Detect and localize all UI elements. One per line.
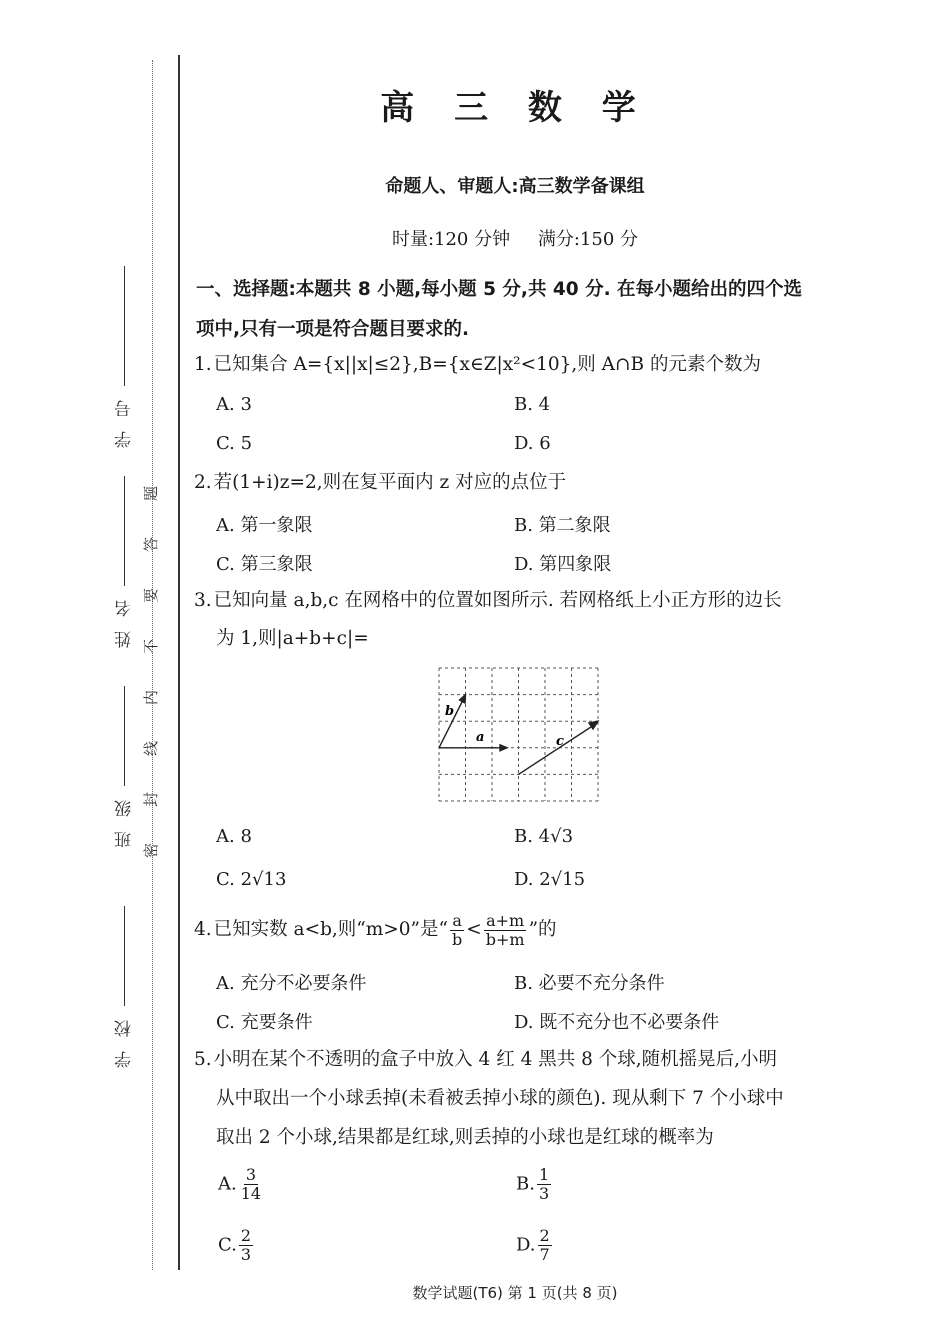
- q1-option-a[interactable]: A. 3: [216, 394, 252, 415]
- question-2: 2. 若(1+i)z=2,则在复平面内 z 对应的点位于: [194, 472, 567, 493]
- q3-option-a[interactable]: A. 8: [216, 826, 252, 847]
- vector-a-label: a: [476, 730, 485, 745]
- q5-option-b[interactable]: B. $\frac{1}{3}$: [516, 1165, 550, 1203]
- q4-option-b[interactable]: B. 必要不充分条件: [514, 973, 665, 994]
- vector-b-label: b: [445, 704, 455, 719]
- page-footer: 数学试题(T6) 第 1 页(共 8 页): [412, 1284, 618, 1302]
- exam-score: 满分:150 分: [537, 229, 639, 250]
- class-label: 班级: [114, 786, 135, 848]
- name-field[interactable]: [110, 470, 138, 648]
- q5-option-c[interactable]: C. $\frac{2}{3}$: [218, 1226, 252, 1264]
- grid-lines: [439, 668, 598, 801]
- q3-option-c[interactable]: C. 2√13: [216, 869, 287, 890]
- vector-c: [519, 725, 595, 774]
- q4-fraction-2: $\frac{a+m}{b+m}$: [485, 910, 525, 949]
- q3-option-b[interactable]: B. 4√3: [514, 826, 574, 847]
- question-4: 4. 已知实数 a<b,则“m>0”是“ $\frac{a}{b}$ < $\frac{a+m}{b+m}$ ”的: [194, 910, 557, 949]
- question-3: 3. 已知向量 a,b,c 在网格中的位置如图所示. 若网格纸上小正方形的边长: [194, 590, 782, 611]
- q2-option-b[interactable]: B. 第二象限: [514, 515, 611, 536]
- vector-b-arrow: [460, 695, 466, 703]
- question-5-line3: 取出 2 个小球,结果都是红球,则丢掉的小球也是红球的概率为: [216, 1127, 714, 1148]
- q5-option-d[interactable]: D. $\frac{2}{7}$: [516, 1226, 550, 1264]
- q1-option-d[interactable]: D. 6: [514, 433, 551, 454]
- q1-option-c[interactable]: C. 5: [216, 433, 253, 454]
- name-label: 姓名: [114, 586, 135, 648]
- exam-info: [190, 225, 840, 251]
- student-id-field[interactable]: [110, 260, 138, 448]
- question-1: 1. 已知集合 A={x||x|≤2},B={x∈Z|x²<10},则 A∩B 的元素个数为: [194, 354, 761, 375]
- exam-title: 高 三 数 学: [380, 88, 650, 128]
- school-label: 学校: [114, 1006, 135, 1068]
- seal-notice: 题 答 要 不 内 线 封 密: [142, 485, 161, 859]
- class-field[interactable]: [110, 680, 138, 848]
- school-field[interactable]: [110, 900, 138, 1068]
- q2-option-d[interactable]: D. 第四象限: [514, 554, 612, 575]
- question-3-line2: 为 1,则|a+b+c|=: [216, 628, 369, 649]
- question-5: 5. 小明在某个不透明的盒子中放入 4 红 4 黑共 8 个球,随机摇晃后,小明: [194, 1049, 778, 1070]
- q4-option-a[interactable]: A. 充分不必要条件: [216, 973, 367, 994]
- vector-a-arrow: [500, 745, 507, 751]
- exam-time: 时量:120 分钟: [391, 229, 511, 250]
- exam-authors: 命题人、审题人:高三数学备课组: [385, 176, 645, 197]
- q4-fraction-1: $\frac{a}{b}$: [451, 910, 463, 949]
- vector-grid-figure: [436, 665, 602, 805]
- section-instructions: 一、选择题:本题共 8 小题,每小题 5 分,共 40 分. 在每小题给出的四个选 项中,只有一项是符合题目要求的.: [196, 279, 803, 340]
- q2-option-c[interactable]: C. 第三象限: [216, 554, 313, 575]
- q4-option-c[interactable]: C. 充要条件: [216, 1012, 313, 1033]
- student-id-label: 学号: [114, 386, 135, 448]
- q1-option-b[interactable]: B. 4: [514, 394, 551, 415]
- q3-option-d[interactable]: D. 2√15: [514, 869, 586, 890]
- q2-option-a[interactable]: A. 第一象限: [216, 515, 313, 536]
- vector-c-label: c: [556, 734, 564, 749]
- question-5-line2: 从中取出一个小球丢掉(未看被丢掉小球的颜色). 现从剩下 7 个小球中: [216, 1088, 784, 1109]
- q5-option-a[interactable]: A. $\frac{3}{14}$: [218, 1165, 262, 1203]
- q4-option-d[interactable]: D. 既不充分也不必要条件: [514, 1012, 720, 1033]
